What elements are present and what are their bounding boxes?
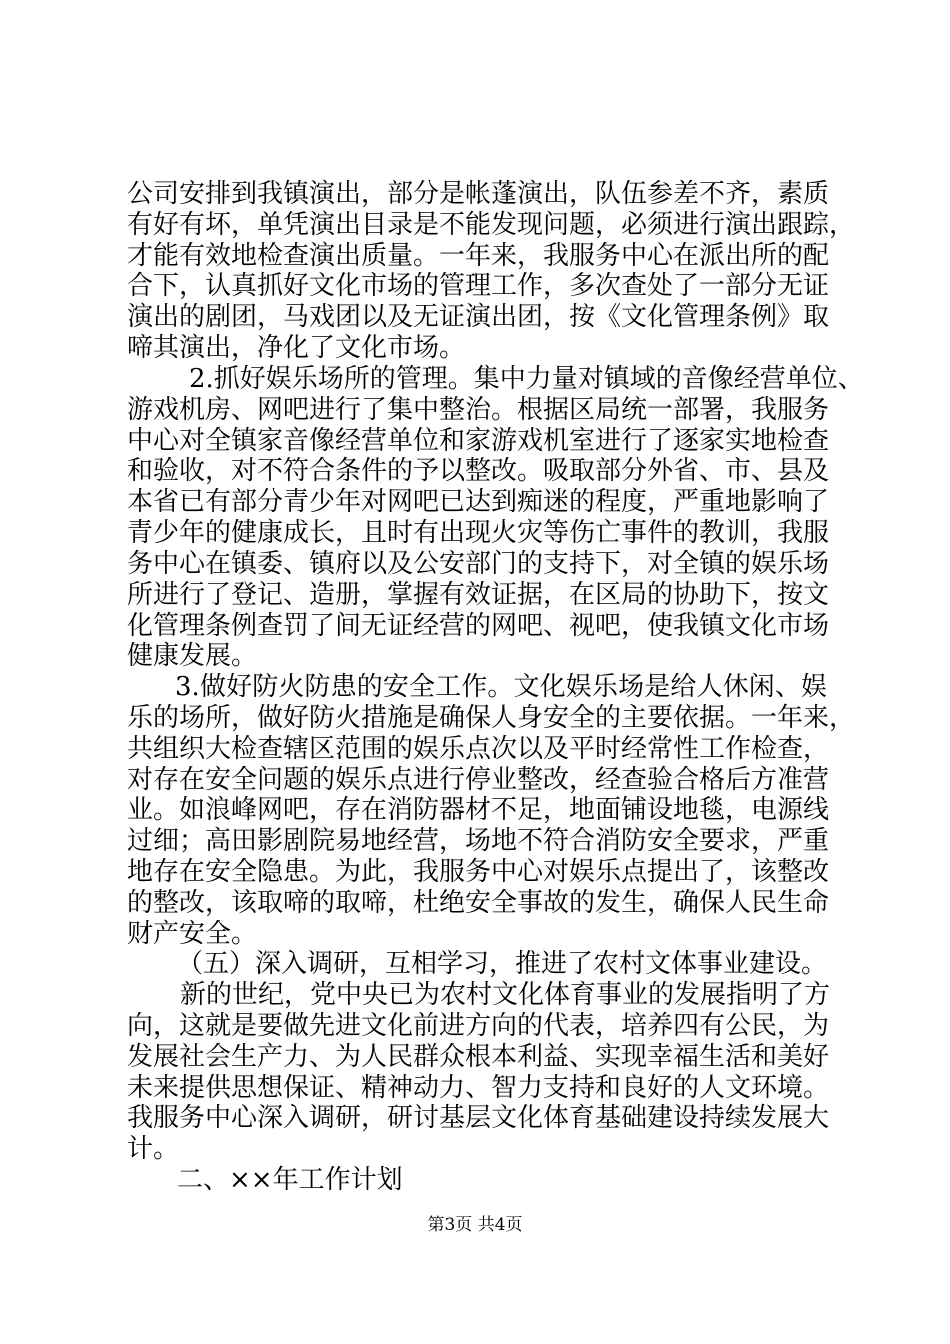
text-line: 财产安全。 bbox=[127, 919, 258, 949]
text-line: 和验收，对不符合条件的予以整改。吸取部分外省、市、县及 bbox=[127, 456, 830, 486]
text-line: 计。 bbox=[127, 1134, 180, 1164]
text-line: 所进行了登记、造册，掌握有效证据，在区局的协助下，按文 bbox=[127, 580, 830, 610]
text-line: 共组织大检查辖区范围的娱乐点次以及平时经常性工作检查， bbox=[127, 734, 830, 764]
text-line: 化管理条例查罚了间无证经营的网吧、视吧，使我镇文化市场 bbox=[127, 611, 830, 641]
text-line: 游戏机房、网吧进行了集中整治。根据区局统一部署，我服务 bbox=[127, 395, 830, 425]
text-line: 地存在安全隐患。为此，我服务中心对娱乐点提出了，该整改 bbox=[127, 857, 830, 887]
text-line: 二、××年工作计划 bbox=[177, 1165, 403, 1195]
text-line: 本省已有部分青少年对网吧已达到痴迷的程度，严重地影响了 bbox=[127, 487, 830, 517]
text-line: 啼其演出，净化了文化市场。 bbox=[127, 333, 466, 363]
text-line: 演出的剧团，马戏团以及无证演出团，按《文化管理条例》取 bbox=[127, 302, 830, 332]
text-line: 新的世纪，党中央已为农村文化体育事业的发展指明了方 bbox=[180, 980, 831, 1010]
text-line: 合下，认真抓好文化市场的管理工作，多次查处了一部分无证 bbox=[127, 271, 830, 301]
text-line: 健康发展。 bbox=[127, 641, 258, 671]
text-line: 向，这就是要做先进文化前进方向的代表，培养四有公民，为 bbox=[127, 1011, 830, 1041]
text-line: 业。如浪峰网吧，存在消防器材不足，地面铺设地毯，电源线 bbox=[127, 795, 830, 825]
text-line: 青少年的健康成长，且时有出现火灾等伤亡事件的教训，我服 bbox=[127, 518, 830, 548]
text-line: （五）深入调研，互相学习，推进了农村文体事业建设。 bbox=[177, 949, 828, 979]
text-line: 有好有坏，单凭演出目录是不能发现问题，必须进行演出跟踪， bbox=[127, 210, 856, 240]
text-line: 对存在安全问题的娱乐点进行停业整改，经查验合格后方准营 bbox=[127, 765, 830, 795]
text-line: 才能有效地检查演出质量。一年来，我服务中心在派出所的配 bbox=[127, 241, 830, 271]
text-line: 过细；高田影剧院易地经营，场地不符合消防安全要求，严重 bbox=[127, 826, 830, 856]
text-line: 的整改，该取啼的取啼，杜绝安全事故的发生，确保人民生命 bbox=[127, 888, 830, 918]
text-line: 2.抓好娱乐场所的管理。集中力量对镇域的音像经营单位、 bbox=[189, 364, 864, 394]
text-line: 务中心在镇委、镇府以及公安部门的支持下，对全镇的娱乐场 bbox=[127, 549, 830, 579]
text-line: 乐的场所，做好防火措施是确保人身安全的主要依据。一年来， bbox=[127, 703, 856, 733]
text-line: 我服务中心深入调研，研讨基层文化体育基础建设持续发展大 bbox=[127, 1103, 830, 1133]
text-line: 发展社会生产力、为人民群众根本利益、实现幸福生活和美好 bbox=[127, 1042, 830, 1072]
text-line: 公司安排到我镇演出，部分是帐蓬演出，队伍参差不齐，素质 bbox=[127, 179, 830, 209]
text-line: 3.做好防火防患的安全工作。文化娱乐场是给人休闲、娱 bbox=[175, 672, 827, 702]
text-line: 未来提供思想保证、精神动力、智力支持和良好的人文环境。 bbox=[127, 1073, 830, 1103]
page-number-label: 第3页 共4页 bbox=[427, 1215, 523, 1235]
text-line: 中心对全镇家音像经营单位和家游戏机室进行了逐家实地检查 bbox=[127, 426, 830, 456]
page-footer bbox=[0, 1214, 950, 1236]
